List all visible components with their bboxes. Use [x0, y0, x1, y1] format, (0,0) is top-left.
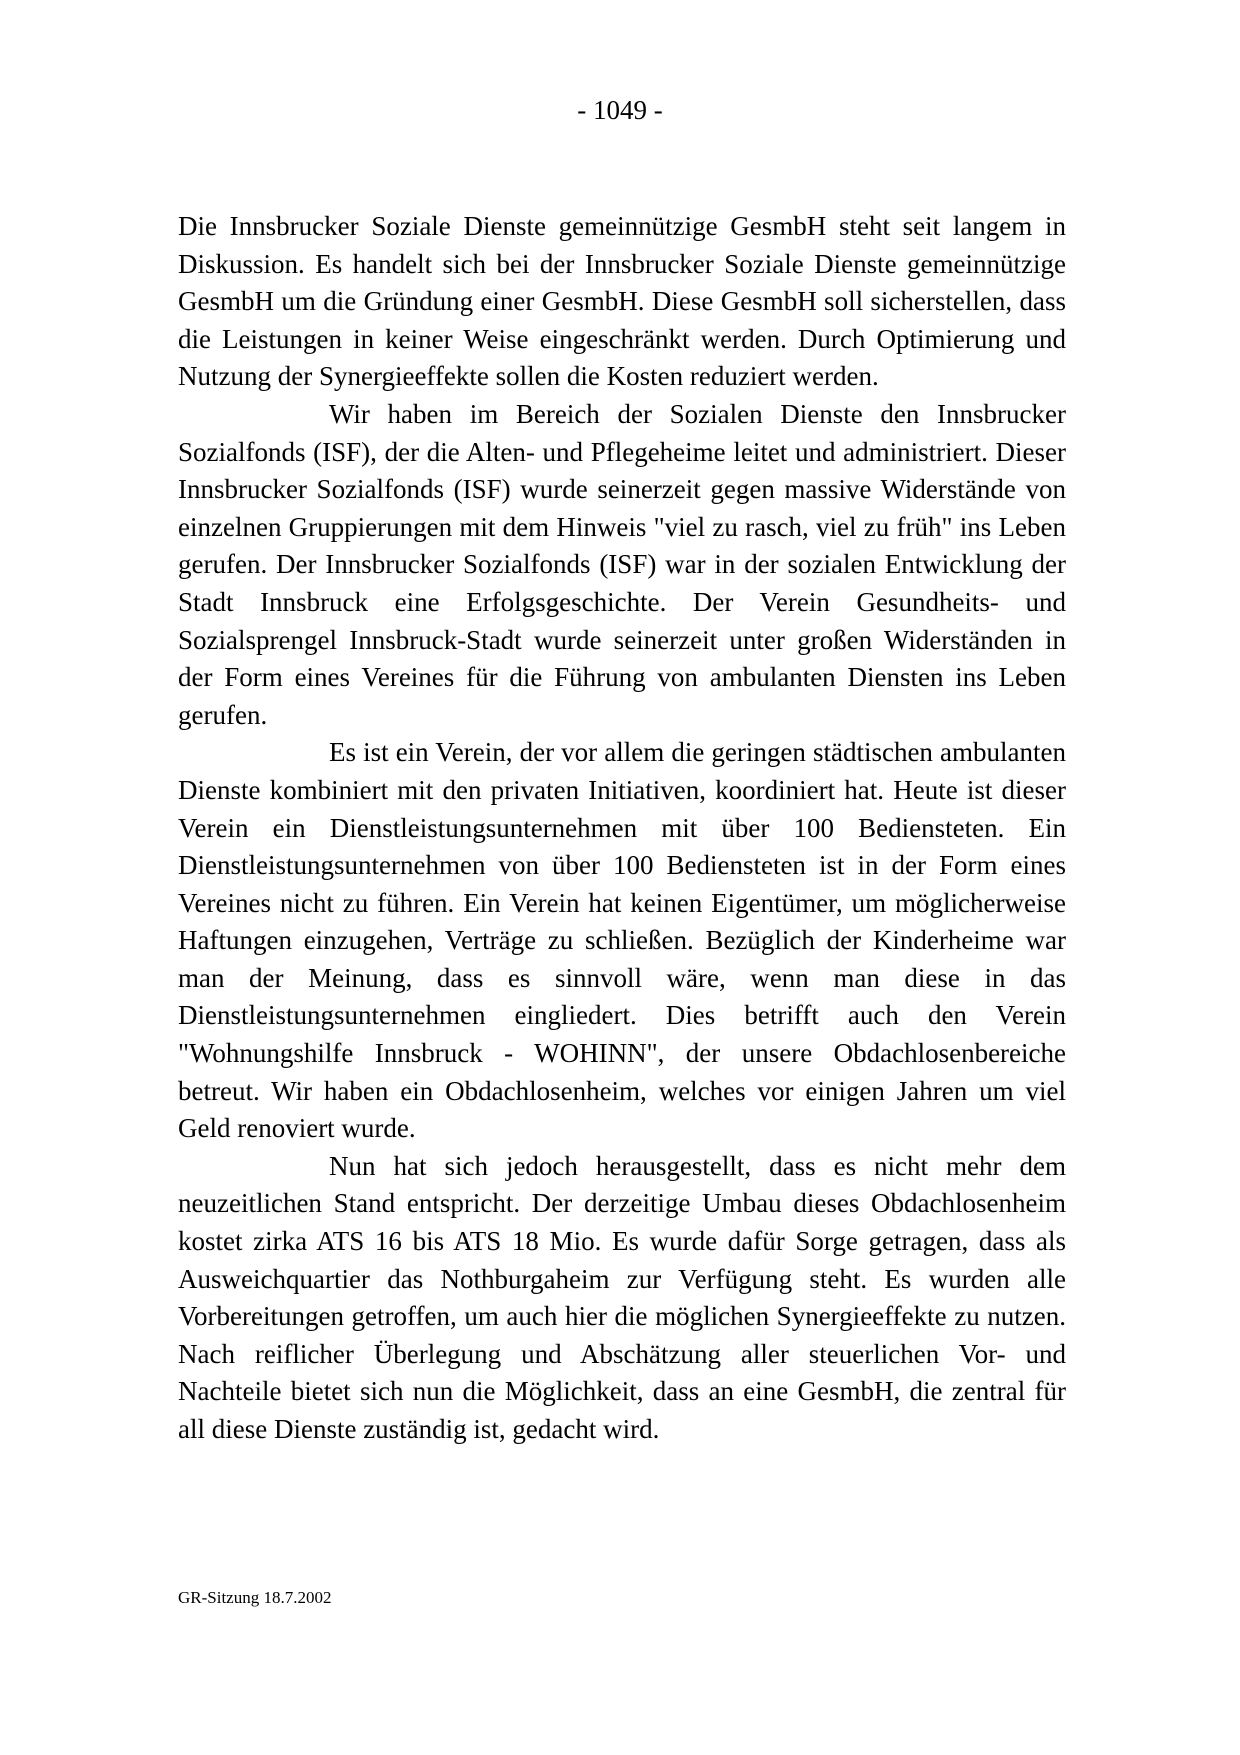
paragraph-2: Wir haben im Bereich der Sozialen Dienste den Innsbrucker Sozialfonds (ISF), der die Alten- und Pflegeheime leitet und administriert. Dieser Innsbrucker Sozialfonds (ISF) wurde seinerzeit gegen massive Widerstände von einzelnen Gruppierungen mit dem Hinweis "viel zu rasch, viel zu früh" ins Leben gerufen. Der Innsbrucker Sozialfonds (ISF) war in der sozialen Entwicklung der Stadt Innsbruck eine Erfolgsgeschichte. Der Verein Gesundheits- und Sozialsprengel Innsbruck-Stadt wurde seinerzeit unter großen Widerständen in der Form eines Vereines für die Führung von ambulanten Diensten ins Leben gerufen.	[178, 398, 1066, 730]
paragraph-4: Nun hat sich jedoch herausgestellt, dass es nicht mehr dem neuzeitlichen Stand entspricht. Der derzeitige Umbau dieses Obdachlosenheim kostet zirka ATS 16 bis ATS 18 Mio. Es wurde dafür Sorge getragen, dass als Ausweichquartier das Nothburgaheim zur Verfügung steht. Es wurden alle Vorbereitungen getroffen, um auch hier die möglichen Synergieeffekte zu nutzen. Nach reiflicher Überlegung und Abschätzung aller steuerlichen Vor- und Nachteile bietet sich nun die Möglichkeit, dass an eine GesmbH, die zentral für all diese Dienste zuständig ist, gedacht wird.	[178, 1150, 1066, 1444]
paragraph-1: Die Innsbrucker Soziale Dienste gemeinnützige GesmbH steht seit langem in Diskussion. Es handelt sich bei der Innsbrucker Soziale Dienste gemeinnützige GesmbH um die Gründung einer GesmbH. Diese GesmbH soll sicherstellen, dass die Leistungen in keiner Weise eingeschränkt werden. Durch Optimierung und Nutzung der Synergieeffekte sollen die Kosten reduziert werden.	[178, 211, 1066, 392]
footer-session-date: GR-Sitzung 18.7.2002	[178, 1588, 332, 1607]
paragraph-3: Es ist ein Verein, der vor allem die geringen städtischen ambulanten Dienste kombiniert mit den privaten Initiativen, koordiniert hat. Heute ist dieser Verein ein Dienstleistungsunternehmen mit über 100 Bediensteten. Ein Dienstleistungsunternehmen von über 100 Bediensteten ist in der Form eines Vereines nicht zu führen. Ein Verein hat keinen Eigentümer, um möglicherweise Haftungen einzugehen, Verträge zu schließen. Bezüglich der Kinderheime war man der Meinung, dass es sinnvoll wäre, wenn man diese in das Dienstleistungsunternehmen eingliedert. Dies betrifft auch den Verein "Wohnungshilfe Innsbruck - WOHINN", der unsere Obdachlosenbereiche betreut. Wir haben ein Obdachlosenheim, welches vor einigen Jahren um viel Geld renoviert wurde.	[178, 737, 1066, 1144]
page-number: - 1049 -	[577, 95, 663, 125]
document-body	[178, 208, 1066, 1449]
